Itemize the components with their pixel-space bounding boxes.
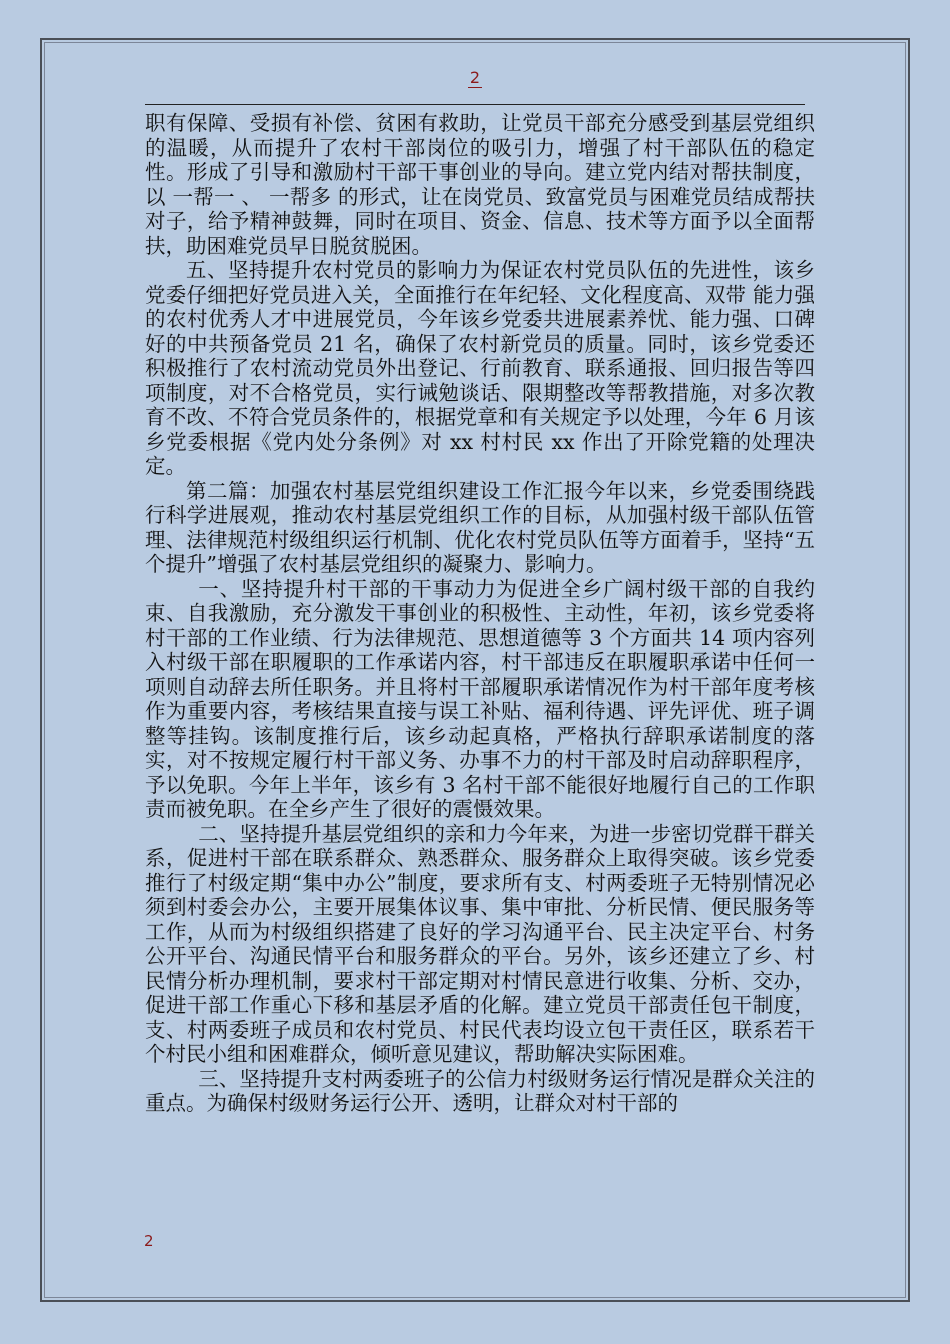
body-text (145, 111, 815, 1116)
paragraph-section-5: 五、坚持提升农村党员的影响力为保证农村党员队伍的先进性，该乡党委仔细把好党员进入关，全面推行在年纪轻、文化程度高、双带 能力强的农村优秀人才中进展党员，今年该乡党委共进展素养忧、能力强、口碑好的中共预备党员 21 名，确保了农村新党员的质量。同时，该乡党委还积极推行了农村流动党员外出登记、行前教育、联系通报、回归报告等四项制度，对不合格党员，实行诫勉谈话、限期整改等帮教措施，对多次教育不改、不符合党员条件的，根据党章和有关规定予以处理，今年 6 月该乡党委根据《党内处分条例》对 xx 村村民 xx 作出了开除党籍的处理决定。 (145, 258, 815, 478)
header-page-number (42, 68, 908, 87)
footer-page-number: 2 (144, 1232, 154, 1250)
header-page-number-text: 2 (469, 68, 481, 87)
paragraph-section-2: 二、坚持提升基层党组织的亲和力今年来，为进一步密切党群干群关系，促进村干部在联系群众、熟悉群众、服务群众上取得突破。该乡党委推行了村级定期“集中办公”制度，要求所有支、村两委班子无特别情况必须到村委会办公，主要开展集体议事、集中审批、分析民情、便民服务等工作，从而为村级组织搭建了良好的学习沟通平台、民主决定平台、村务公开平台、沟通民情平台和服务群众的平台。另外，该乡还建立了乡、村民情分析办理机制，要求村干部定期对村情民意进行收集、分析、交办，促进干部工作重心下移和基层矛盾的化解。建立党员干部责任包干制度，支、村两委班子成员和农村党员、村民代表均设立包干责任区，联系若干个村民小组和困难群众，倾听意见建议，帮助解决实际困难。 (145, 821, 815, 1066)
paragraph-section-1: 一、坚持提升村干部的干事动力为促进全乡广阔村级干部的自我约束、自我激励，充分激发干事创业的积极性、主动性，年初，该乡党委将村干部的工作业绩、行为法律规范、思想道德等 3 个方面共 14 项内容列入村级干部在职履职的工作承诺内容，村干部违反在职履职承诺中任何一项则自动辞去所任职务。并且将村干部履职承诺情况作为村干部年度考核作为重要内容，考核结果直接与误工补贴、福利待遇、评先评优、班子调整等挂钩。该制度推行后，该乡动起真格，严格执行辞职承诺制度的落实，对不按规定履行村干部义务、办事不力的村干部及时启动辞职程序，予以免职。今年上半年，该乡有 3 名村干部不能很好地履行自己的工作职责而被免职。在全乡产生了很好的震慑效果。 (145, 576, 815, 821)
document-page (40, 38, 910, 1302)
paragraph-section-3: 三、坚持提升支村两委班子的公信力村级财务运行情况是群众关注的重点。为确保村级财务运行公开、透明，让群众对村干部的 (145, 1066, 815, 1115)
header-rule (145, 104, 805, 105)
paragraph-continuation: 职有保障、受损有补偿、贫困有救助，让党员干部充分感受到基层党组织的温暖，从而提升了农村干部岗位的吸引力，增强了村干部队伍的稳定性。形成了引导和激励村干部干事创业的导向。建立党内结对帮扶制度，以 一帮一 、 一帮多 的形式，让在岗党员、致富党员与困难党员结成帮扶对子，给予精神鼓舞，同时在项目、资金、信息、技术等方面予以全面帮扶，助困难党员早日脱贫脱困。 (145, 111, 815, 258)
paragraph-part-2-intro: 第二篇：加强农村基层党组织建设工作汇报今年以来，乡党委围绕践行科学进展观，推动农村基层党组织工作的目标，从加强村级干部队伍管理、法律规范村级组织运行机制、优化农村党员队伍等方面着手，坚持“五个提升”增强了农村基层党组织的凝聚力、影响力。 (145, 478, 815, 576)
